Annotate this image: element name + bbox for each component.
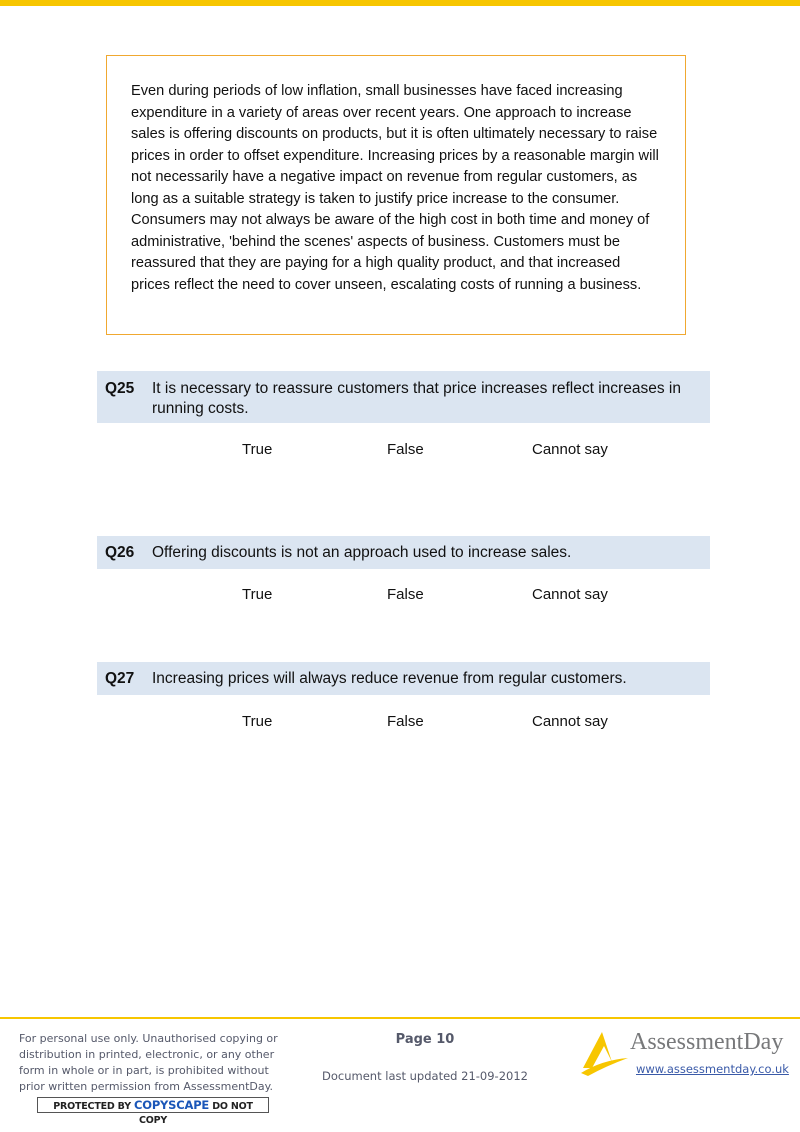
question-bar-q26 (97, 536, 710, 569)
website-link[interactable]: www.assessmentday.co.uk (636, 1062, 789, 1076)
question-number: Q27 (105, 670, 135, 687)
question-number: Q26 (105, 544, 135, 561)
passage-box (106, 55, 686, 335)
option-cannot-say-q26[interactable]: Cannot say (532, 586, 608, 603)
last-updated: Document last updated 21-09-2012 (322, 1069, 528, 1083)
passage-text: Even during periods of low inflation, small businesses have faced increasing expenditure in a variety of areas over recent years. One approach to increase sales is offering discounts on products, but it is often ultimately necessary to raise prices in order to offset expenditure. Increasing prices by a reasonable margin will not necessarily have a negative impact on revenue from regular customers, as long as a suitable strategy is taken to justify price increase to the consumer. Consumers may not always be aware of the high cost in both time and money of administrative, 'behind the scenes' aspects of business. Customers must be reassured that they are paying for a high quality product, and that increased prices reflect the need to cover unseen, escalating costs of running a business. (131, 83, 659, 293)
option-cannot-say-q25[interactable]: Cannot say (532, 441, 608, 458)
top-accent-bar (0, 0, 800, 6)
copyscape-post: DO NOT COPY (138, 1101, 253, 1126)
footer-divider (0, 1017, 800, 1019)
option-false-q27[interactable]: False (387, 713, 424, 730)
option-false-q25[interactable]: False (387, 441, 424, 458)
option-true-q27[interactable]: True (242, 713, 273, 730)
copyscape-pre: PROTECTED BY (53, 1101, 131, 1112)
option-true-q26[interactable]: True (242, 586, 273, 603)
option-true-q25[interactable]: True (242, 441, 273, 458)
assessmentday-logo-icon (578, 1028, 630, 1078)
page-number: Page 10 (395, 1032, 455, 1047)
copyright-notice: For personal use only. Unauthorised copying or distribution in printed, electronic, or any other form in whole or in part, is prohibited without prior written permission from AssessmentDay. (19, 1032, 278, 1093)
question-number: Q25 (105, 380, 135, 397)
copyscape-badge[interactable] (37, 1097, 269, 1126)
copyscape-brand: COPYSCAPE (134, 1098, 210, 1112)
question-text: It is necessary to reassure customers that price increases reflect increases in running costs. (152, 380, 681, 417)
option-false-q26[interactable]: False (387, 586, 424, 603)
question-bar-q25 (97, 371, 710, 423)
question-bar-q27 (97, 662, 710, 695)
question-text: Offering discounts is not an approach used to increase sales. (152, 544, 572, 561)
question-text: Increasing prices will always reduce revenue from regular customers. (152, 670, 627, 687)
logo-wordmark: AssessmentDay (630, 1029, 784, 1055)
option-cannot-say-q27[interactable]: Cannot say (532, 713, 608, 730)
